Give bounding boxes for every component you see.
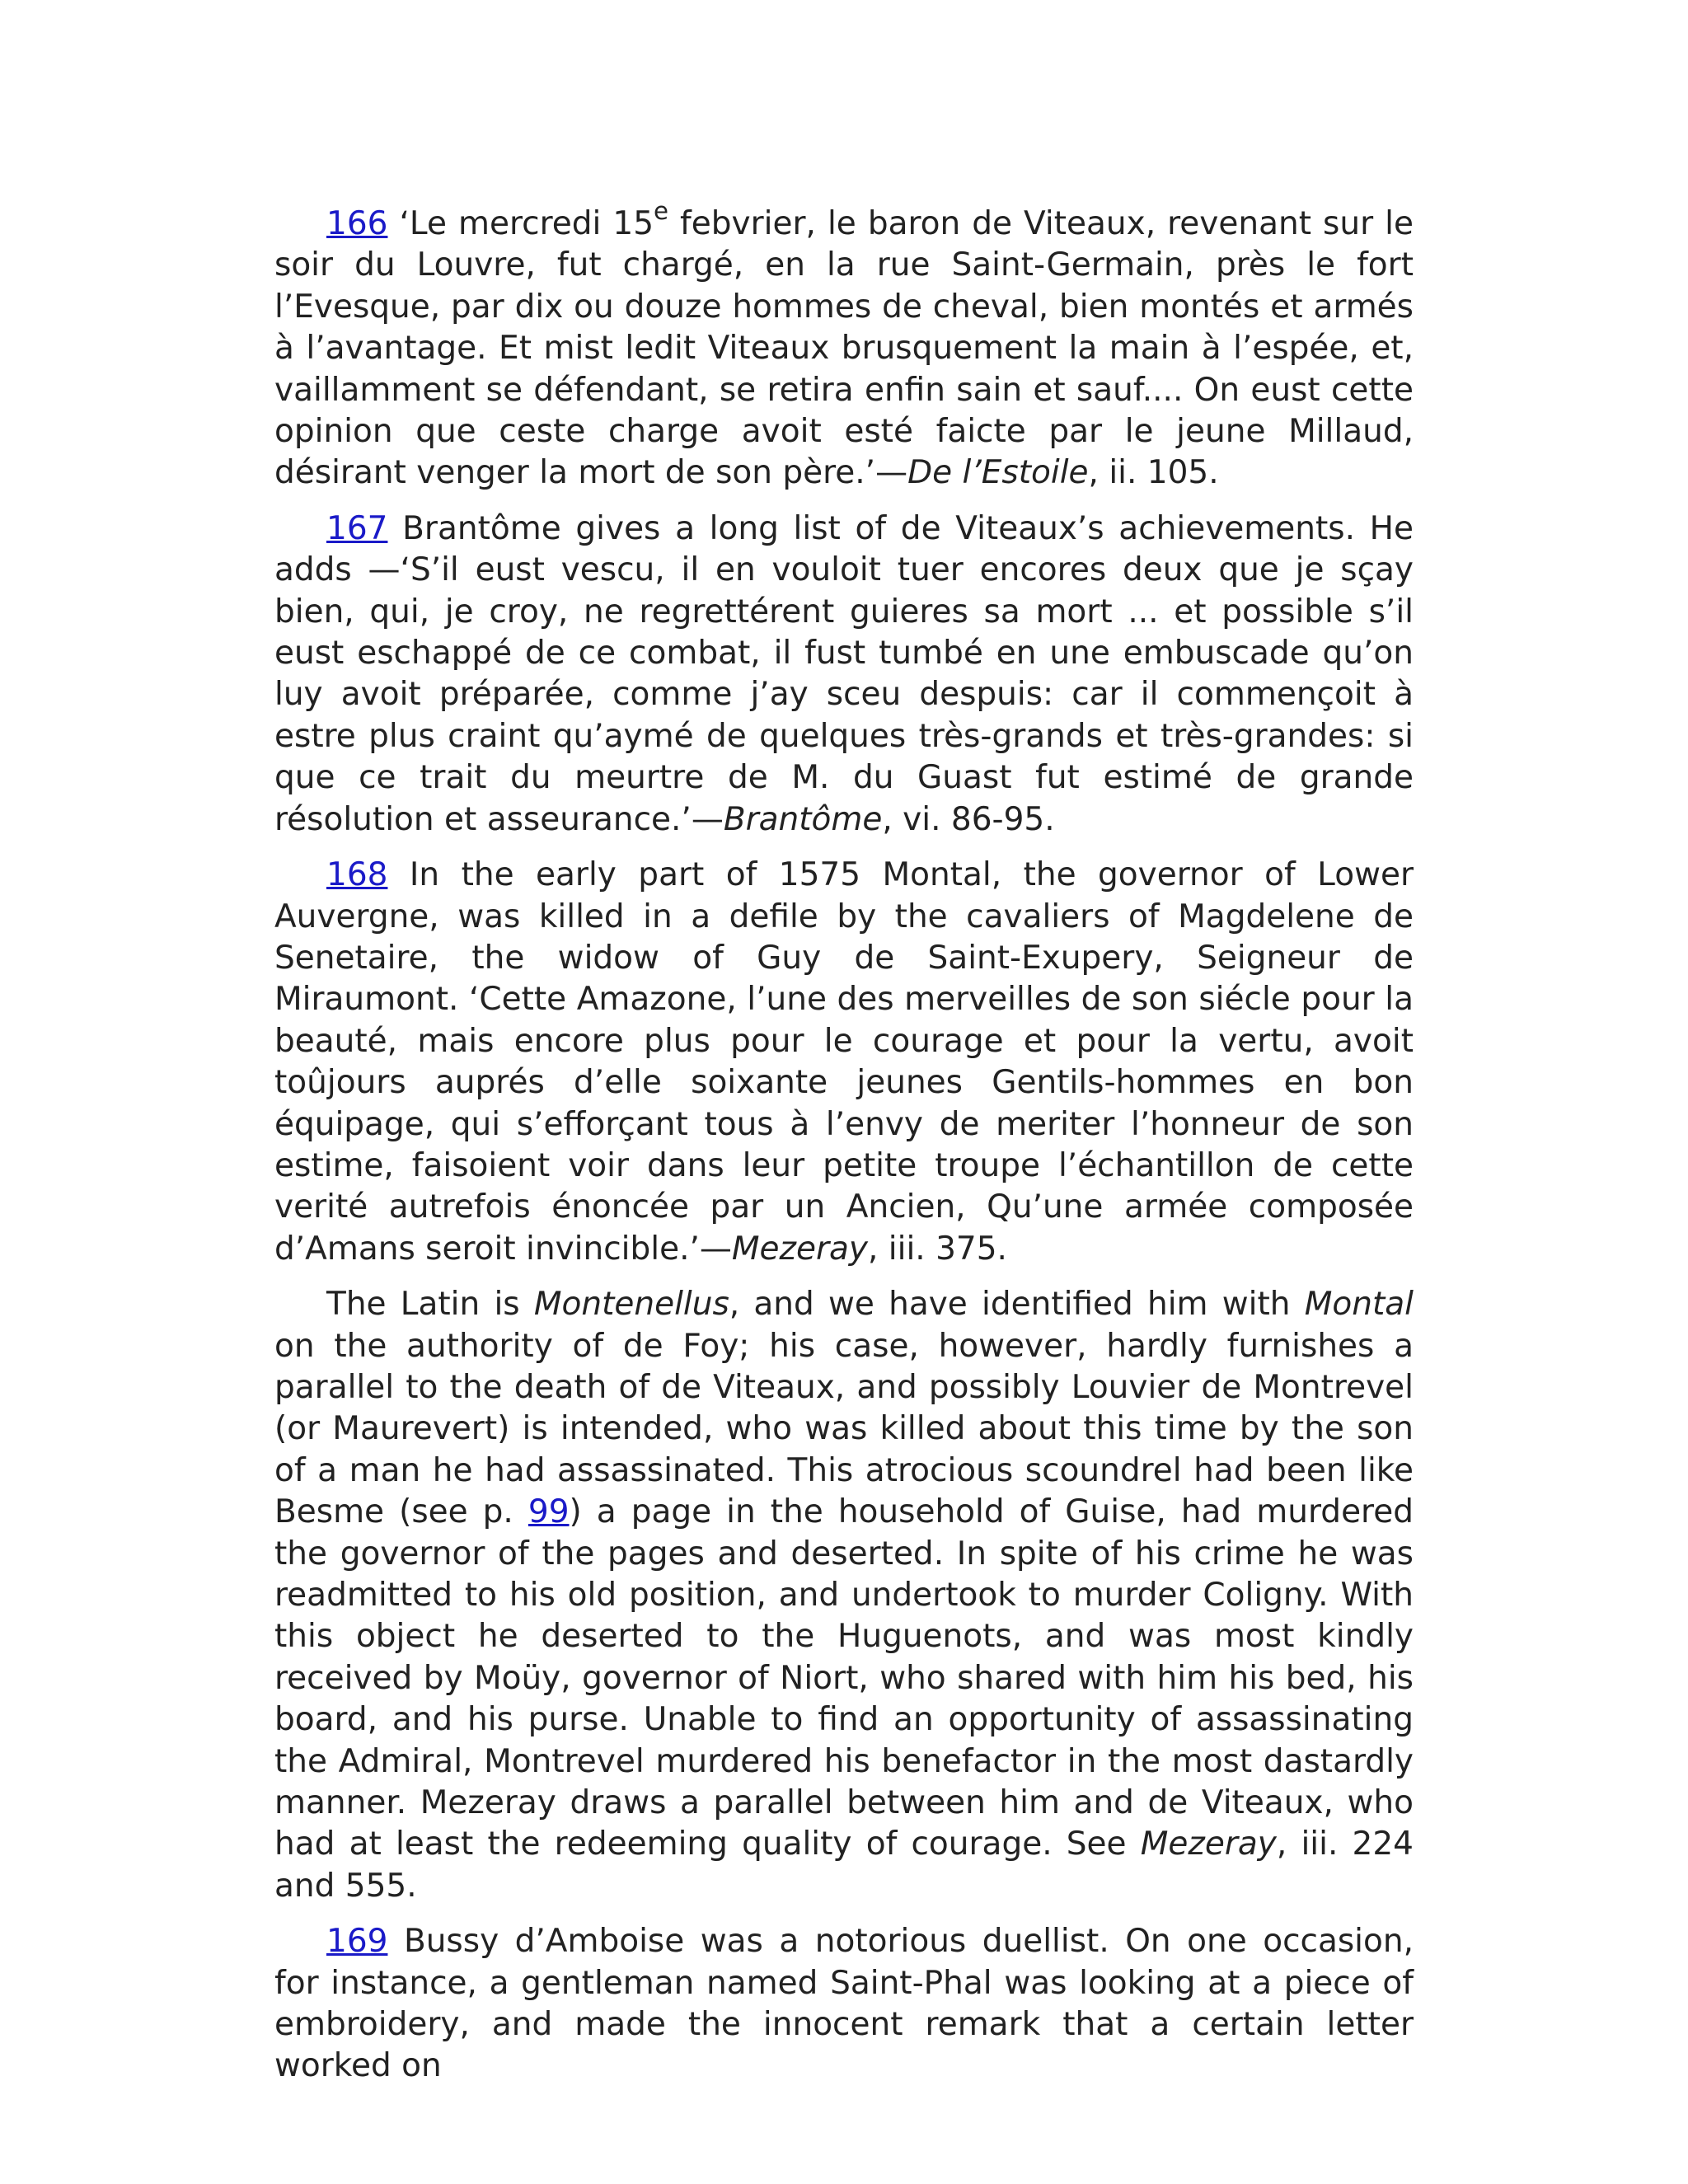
footnote-continuation <box>274 1284 1414 1907</box>
body-text: Bussy d’Amboise was a notorious duellist. On one occasion, for instance, a gentleman named Saint-Phal was looking at a piece of embroidery, and made the innocent remark that a certain letter worked on <box>274 1923 1414 2085</box>
footnote-168 <box>274 855 1414 1270</box>
footnotes-page <box>274 196 1414 2102</box>
footnote-ref-link[interactable]: 168 <box>326 856 388 894</box>
footnote-167 <box>274 509 1414 841</box>
footnote-ref-link[interactable]: 167 <box>326 509 388 547</box>
body-text: febvrier, le baron de Viteaux, revenant sur le soir du Louvre, fut chargé, en la rue Saint-Germain, près le fort l’Evesque, par dix ou douze hommes de cheval, bien montés et armés à l’avantage. Et mist ledit Viteaux brusquement la main à l’espée, et, vaillamment se défendant, se retira enfin sain et sauf.... On eust cette opinion que ceste charge avoit esté faicte par le jeune Millaud, désirant venger la mort de son père.’— <box>274 205 1414 492</box>
footnote-169 <box>274 1921 1414 2088</box>
body-text: ‘Le mercredi 15 <box>399 205 654 242</box>
italic-text: Brantôme <box>723 800 883 838</box>
body-text: , iii. 224 and 555. <box>274 1825 1414 1905</box>
body-text: The Latin is <box>326 1286 534 1324</box>
body-text: , vi. 86-95. <box>882 800 1055 838</box>
italic-text: Montal <box>1304 1286 1414 1324</box>
italic-text: De l’Estoile <box>907 454 1089 492</box>
footnote-166 <box>274 196 1414 494</box>
body-text: , ii. 105. <box>1088 454 1219 492</box>
italic-text: Mezeray <box>731 1230 868 1268</box>
footnote-ref-link[interactable]: 166 <box>326 205 388 242</box>
italic-text: Montenellus <box>533 1286 729 1324</box>
italic-text: Mezeray <box>1140 1825 1277 1863</box>
footnote-ref-link[interactable]: 169 <box>326 1923 388 1961</box>
body-text: ) a page in the household of Guise, had murdered the governor of the pages and deserted. In spite of his crime he was readmitted to his old position, and undertook to murder Coligny. With this object he deserted to the Huguenots, and was most kindly received by Moüy, governor of Niort, who shared with him his bed, his board, and his purse. Unable to find an opportunity of assassinating the Admiral, Montrevel murdered his benefactor in the most dastardly manner. Mezeray draws a parallel between him and de Viteaux, who had at least the redeeming quality of courage. See <box>274 1493 1414 1863</box>
superscript: e <box>654 196 669 225</box>
body-text: on the authority of de Foy; his case, however, hardly furnishes a parallel to the death of de Viteaux, and possibly Louvier de Montrevel (or Maurevert) is intended, who was killed about this time by the son of a man he had assassinated. This atrocious scoundrel had been like Besme (see p. <box>274 1327 1414 1531</box>
body-text: , iii. 375. <box>868 1230 1007 1268</box>
body-text: , and we have identified him with <box>729 1286 1305 1324</box>
body-text: Brantôme gives a long list of de Viteaux’s achievements. He adds —‘S’il eust vescu, il en vouloit tuer encores deux que je sçay bien, qui, je croy, ne regrettérent guieres sa mort ... et possible s’il eust eschappé de ce combat, il fust tumbé en une embuscade qu’on luy avoit préparée, comme j’ay sceu despuis: car il commençoit à estre plus craint qu’aymé de quelques très-grands et très-grandes: si que ce trait du meurtre de M. du Guast fut estimé de grande résolution et asseurance.’— <box>274 509 1414 838</box>
page-ref-link[interactable]: 99 <box>528 1493 570 1531</box>
body-text: In the early part of 1575 Montal, the governor of Lower Auvergne, was killed in a defile by the cavaliers of Magdelene de Senetaire, the widow of Guy de Saint-Exupery, Seigneur de Miraumont. ‘Cette Amazone, l’une des merveilles de son siécle pour la beauté, mais encore plus pour le courage et pour la vertu, avoit toûjours auprés d’elle soixante jeunes Gentils-hommes en bon équipage, qui s’efforçant tous à l’envy de meriter l’honneur de son estime, faisoient voir dans leur petite troupe l’échantillon de cette verité autrefois énoncée par un Ancien, Qu’une armée composée d’Amans seroit invincible.’— <box>274 856 1414 1268</box>
